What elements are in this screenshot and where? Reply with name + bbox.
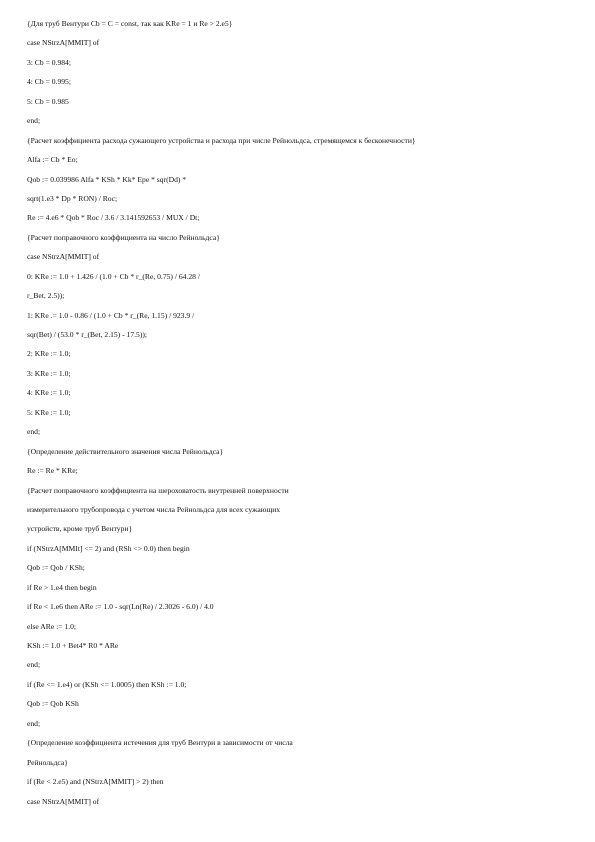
code-line: {Расчет поправочного коэффициента на шероховатость внутренней поверхности xyxy=(27,485,289,495)
code-line: 1: KRe .= 1.0 - 0.86 / (1.0 + Cb * r_(Re, 1.15) / 923.9 / xyxy=(27,310,195,320)
code-line: sqr(Bet) / (53.0 * r_(Bet, 2.15) - 17.5)); xyxy=(27,330,147,339)
code-line: KSh := 1.0 + Bet4* R0 * ARe xyxy=(27,641,119,650)
code-line: 4: KRe := 1.0; xyxy=(27,388,71,398)
code-line: Re := 4.e6 * Qob * Roc / 3.6 / 3.141592653 / MUX / Dt; xyxy=(27,213,200,223)
code-line: r_Bet, 2.5)); xyxy=(27,291,65,301)
code-line: {Расчет коэффициента расхода сужающего устройства и расхода при числе Рейнольдса, стремящемся к бесконечности} xyxy=(27,135,416,145)
code-line: 3: Cb = 0.984; xyxy=(27,57,71,67)
code-line: end; xyxy=(27,116,41,126)
code-line: end; xyxy=(27,660,41,670)
code-line: устройств, кроме труб Вентури} xyxy=(27,524,133,534)
code-line: if Re < 1.e6 then ARe := 1.0 - sqr(Ln(Re) / 2.3026 - 6.0) / 4.0 xyxy=(27,602,214,612)
code-line: {Для труб Вентури Cb = C = const, так как KRe = 1 и Re > 2.e5} xyxy=(27,19,233,28)
code-line: 2: KRe := 1.0; xyxy=(27,349,71,359)
code-line: case NStrzA[MMIT] of xyxy=(27,252,100,262)
code-line: 5: KRe := 1.0; xyxy=(27,407,71,417)
code-line: if (NStrzA[MMIt] <= 2) and (RSh <> 0.0) then begin xyxy=(27,543,190,553)
code-line: if (Re < 2.e5) and (NStrzA[MMIT] > 2) then xyxy=(27,777,164,787)
code-line: Re := Re * KRe; xyxy=(27,466,78,476)
code-line: Qob := 0.039986 Alfa * KSh * Kk* Epe * sqr(Dd) * xyxy=(27,174,187,184)
code-line: case NStrzA[MMIT] of xyxy=(27,38,100,48)
code-line: Alfa := Cb * Eo; xyxy=(27,155,78,165)
code-line: {Определение действительного значения числа Рейнольдса} xyxy=(27,446,224,456)
code-line: sqrt(1.e3 * Dp * RON) / Roc; xyxy=(27,193,118,203)
code-line: 0: KRe := 1.0 + 1.426 / (1.0 + Cb * r_(Re, 0.75) / 64.28 / xyxy=(27,271,200,281)
code-line: 3: KRe := 1.0; xyxy=(27,368,71,378)
code-line: if Re > 1.e4 then begin xyxy=(27,582,97,592)
code-line: end; xyxy=(27,427,41,437)
code-line: else ARe := 1.0; xyxy=(27,621,76,631)
code-line: 5: Cb = 0.985 xyxy=(27,96,69,106)
code-line: if (Re <= 1.e4) or (KSh <= 1.0005) then KSh := 1.0; xyxy=(27,679,187,689)
code-line: Рейнольдса} xyxy=(27,757,68,767)
code-line: измерительного трубопровода с учетом числа Рейнольдса для всех сужающих xyxy=(27,504,281,514)
code-line: {Расчет поправочного коэффициента на число Рейнольдса} xyxy=(27,232,220,242)
code-line: case NStrzA[MMIT] of xyxy=(27,796,100,806)
code-line: {Определение коэффициента истечения для труб Вентури в зависимости от числа xyxy=(27,738,293,748)
code-line: Qob := Qob KSh xyxy=(27,699,79,709)
code-line: Qob := Qob / KSh; xyxy=(27,563,85,573)
code-line: 4: Cb = 0.995; xyxy=(27,77,71,87)
code-line: end; xyxy=(27,718,41,728)
code-listing xyxy=(27,14,575,811)
